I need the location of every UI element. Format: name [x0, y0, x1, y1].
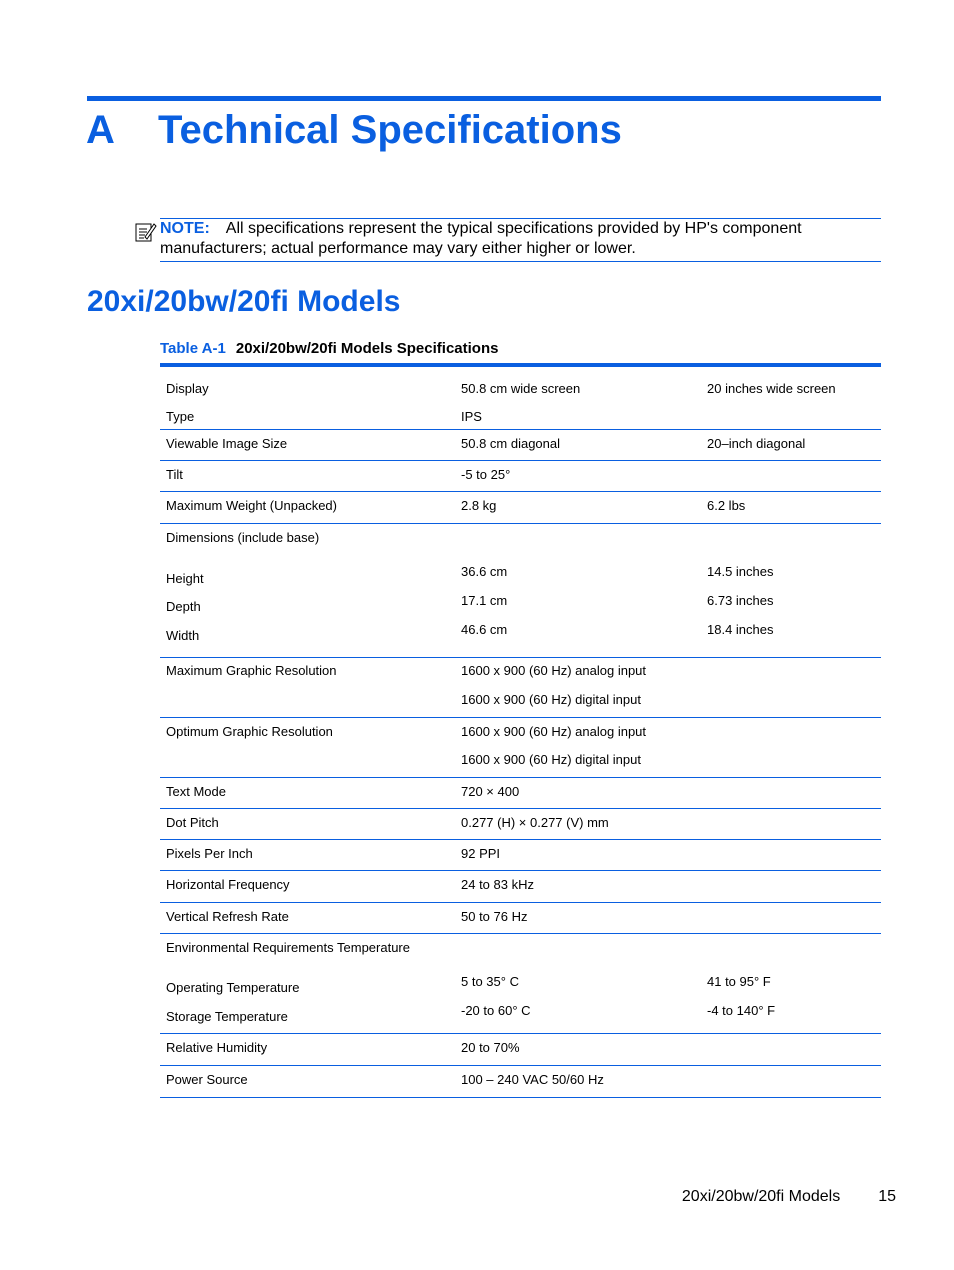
table-cell-metric: 36.6 cm — [461, 564, 508, 579]
table-body — [160, 369, 881, 1098]
table-cell-metric: 1600 x 900 (60 Hz) digital input — [461, 752, 641, 767]
table-row — [160, 524, 881, 658]
table-cell-metric: IPS — [461, 409, 482, 424]
chapter-letter: A — [86, 108, 115, 152]
table-caption-title: 20xi/20bw/20fi Models Specifications — [235, 340, 499, 357]
table-row — [160, 1066, 881, 1098]
table-cell-label: Environmental Requirements Temperature — [166, 940, 410, 955]
note-box — [160, 218, 881, 262]
note-text: All specifications represent the typical specifications provided by HP's component manufacturers; actual performance may vary either higher or lower. — [160, 220, 802, 257]
table-cell-label: Width — [166, 628, 200, 643]
table-row — [160, 778, 881, 809]
note-text-block — [160, 219, 881, 259]
table-cell-metric: 46.6 cm — [461, 622, 508, 637]
table-row — [160, 492, 881, 524]
page-number: 15 — [878, 1188, 896, 1205]
table-cell-label: Type — [166, 409, 195, 424]
table-cell-metric: -20 to 60° C — [461, 1003, 531, 1018]
table-row — [160, 840, 881, 871]
table-cell-imperial: 14.5 inches — [707, 564, 774, 579]
table-row — [160, 461, 881, 492]
table-cell-metric: 720 × 400 — [461, 784, 520, 799]
table-cell-label: Height — [166, 571, 204, 586]
note-label: NOTE: — [160, 220, 210, 237]
footer-section: 20xi/20bw/20fi Models — [681, 1188, 841, 1205]
table-cell-imperial: 41 to 95° F — [707, 974, 771, 989]
table-cell-label: Optimum Graphic Resolution — [166, 724, 333, 739]
table-cell-label: Power Source — [166, 1072, 248, 1087]
table-row — [160, 903, 881, 934]
table-cell-metric: 50.8 cm diagonal — [461, 436, 561, 451]
table-cell-metric: 50 to 76 Hz — [461, 909, 528, 924]
table-cell-metric: 20 to 70% — [461, 1040, 520, 1055]
table-cell-label: Tilt — [166, 467, 183, 482]
table-caption — [160, 339, 498, 359]
table-row — [160, 658, 881, 718]
table-cell-imperial: 6.73 inches — [707, 593, 774, 608]
table-row — [160, 871, 881, 903]
page-footer — [682, 1188, 896, 1206]
table-cell-metric: 24 to 83 kHz — [461, 877, 534, 892]
table-cell-label: Pixels Per Inch — [166, 846, 253, 861]
chapter-rule — [87, 96, 881, 101]
table-cell-metric: 50.8 cm wide screen — [461, 381, 581, 396]
table-top-rule — [160, 363, 881, 367]
table-cell-label: Maximum Graphic Resolution — [166, 663, 337, 678]
section-title: 20xi/20bw/20fi Models — [87, 285, 401, 318]
table-cell-metric: 17.1 cm — [461, 593, 508, 608]
table-cell-imperial: -4 to 140° F — [707, 1003, 776, 1018]
table-cell-imperial: 18.4 inches — [707, 622, 774, 637]
table-cell-label: Viewable Image Size — [166, 436, 288, 451]
table-cell-label: Storage Temperature — [166, 1009, 288, 1024]
table-caption-label: Table A-1 — [160, 340, 226, 357]
table-cell-metric: -5 to 25° — [461, 467, 511, 482]
spec-table — [160, 363, 881, 1098]
table-row — [160, 1034, 881, 1066]
table-cell-metric: 0.277 (H) × 0.277 (V) mm — [461, 815, 609, 830]
table-cell-label: Operating Temperature — [166, 980, 300, 995]
table-row — [160, 430, 881, 461]
table-cell-label: Dimensions (include base) — [166, 530, 320, 545]
table-cell-label: Depth — [166, 599, 201, 614]
table-cell-label: Vertical Refresh Rate — [166, 909, 289, 924]
table-row — [160, 369, 881, 430]
table-cell-metric: 1600 x 900 (60 Hz) analog input — [461, 663, 647, 678]
table-cell-metric: 1600 x 900 (60 Hz) digital input — [461, 692, 641, 707]
table-cell-imperial: 6.2 lbs — [707, 498, 746, 513]
table-cell-metric: 2.8 kg — [461, 498, 497, 513]
table-row — [160, 934, 881, 1034]
table-cell-metric: 1600 x 900 (60 Hz) analog input — [461, 724, 647, 739]
table-cell-label: Horizontal Frequency — [166, 877, 290, 892]
table-cell-label: Maximum Weight (Unpacked) — [166, 498, 337, 513]
table-cell-label: Display — [166, 381, 209, 396]
table-cell-metric: 92 PPI — [461, 846, 501, 861]
table-cell-metric: 100 – 240 VAC 50/60 Hz — [461, 1072, 604, 1087]
table-cell-label: Relative Humidity — [166, 1040, 268, 1055]
table-cell-label: Text Mode — [166, 784, 226, 799]
table-cell-label: Dot Pitch — [166, 815, 219, 830]
table-row — [160, 809, 881, 840]
table-row — [160, 718, 881, 778]
table-cell-metric: 5 to 35° C — [461, 974, 519, 989]
chapter-heading — [86, 104, 622, 156]
note-icon — [135, 221, 157, 243]
chapter-title: Technical Specifications — [158, 108, 622, 152]
table-cell-imperial: 20 inches wide screen — [707, 381, 836, 396]
table-cell-imperial: 20–inch diagonal — [707, 436, 806, 451]
